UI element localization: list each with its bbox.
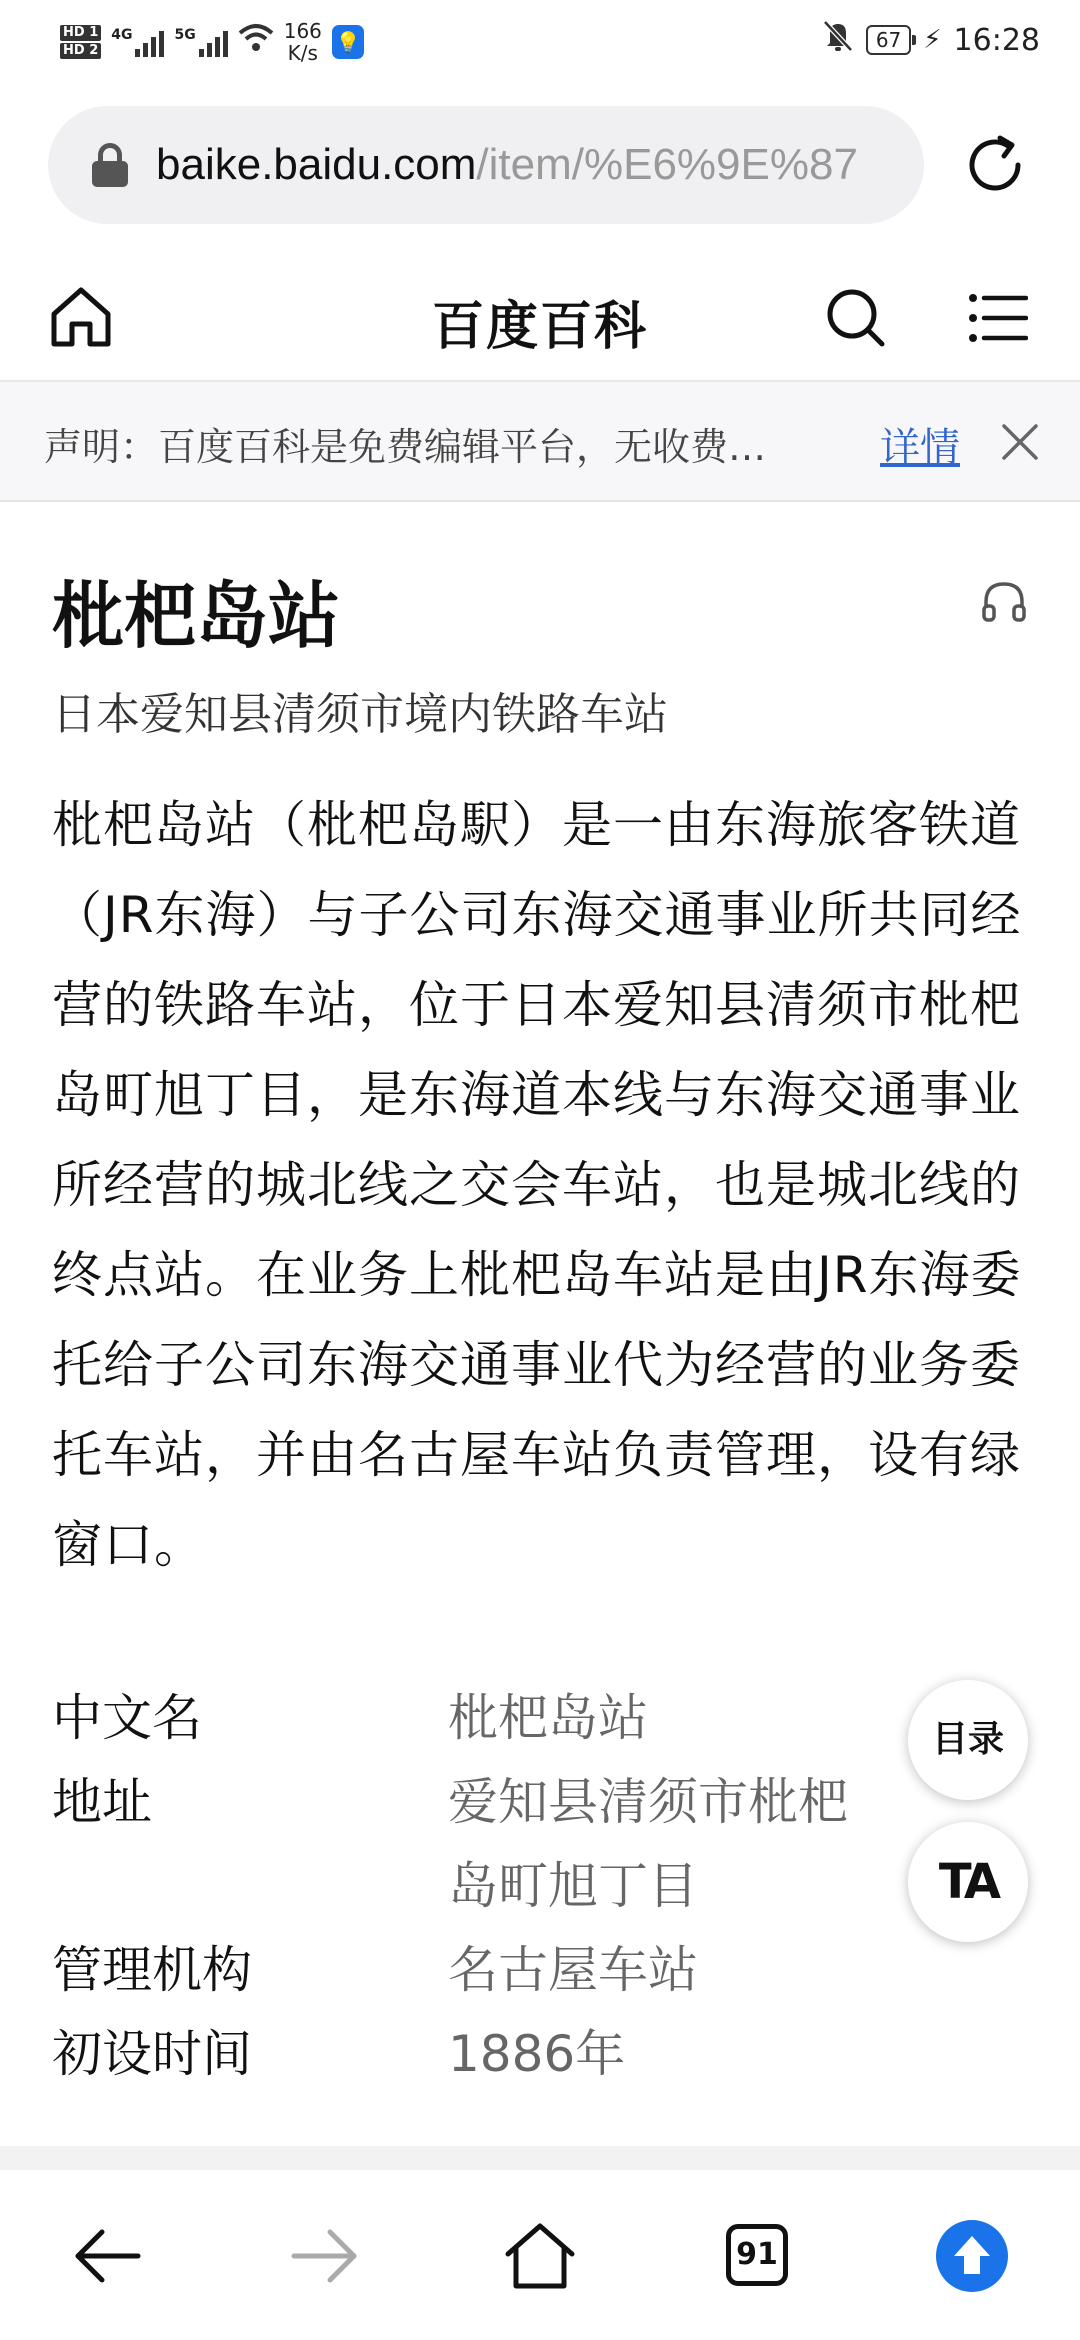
reload-icon[interactable] — [960, 130, 1030, 200]
nav-divider — [0, 2146, 1080, 2170]
status-bar — [0, 0, 1080, 80]
details-link[interactable]: 详情 — [880, 425, 960, 471]
close-icon[interactable] — [1000, 422, 1040, 462]
info-value: 爱知县清须市枇杷岛町旭丁目 — [448, 1773, 848, 1915]
info-value: 1886年 — [448, 2025, 626, 2083]
url-path: /item/%E6%9E%87 — [476, 140, 858, 189]
lightbulb-icon: 💡 — [332, 25, 364, 59]
address-bar[interactable] — [48, 106, 924, 224]
hd-indicator — [60, 23, 101, 61]
url-host: baike.baidu.com — [156, 140, 477, 189]
battery-level: 67 — [875, 28, 902, 52]
battery-icon — [866, 25, 911, 55]
lock-icon[interactable] — [90, 143, 130, 187]
disclaimer-banner — [0, 382, 1080, 502]
hd1-label: HD 1 — [60, 25, 101, 41]
bottom-navigation — [0, 2170, 1080, 2340]
site-header — [0, 258, 1080, 382]
url-text[interactable] — [156, 140, 858, 190]
info-key: 地址 — [52, 1773, 152, 1831]
scroll-top-button[interactable] — [932, 2216, 1012, 2296]
clock: 16:28 — [953, 22, 1040, 58]
signal-icon-1 — [111, 27, 164, 57]
info-key: 中文名 — [52, 1689, 202, 1747]
text-size-button[interactable]: TA — [908, 1822, 1028, 1942]
tabs-button[interactable] — [716, 2216, 796, 2296]
network-type-1: 4G — [111, 27, 133, 43]
article-summary: 枇杷岛站（枇杷岛駅）是一由东海旅客铁道（JR东海）与子公司东海交通事业所共同经营的铁路车站，位于日本爱知县清须市枇杷岛町旭丁目，是东海道本线与东海交通事业所经营的城北线之交会车站，也是城北线的终点站。在业务上枇杷岛车站是由JR东海委托给子公司东海交通事业代为经营的业务委托车站，并由名古屋车站负责管理，设有绿窗口。 — [52, 796, 1022, 1574]
info-key: 初设时间 — [52, 2025, 252, 2083]
tabs-count: 91 — [726, 2224, 788, 2286]
info-row-established — [52, 2012, 952, 2096]
headphone-icon[interactable] — [980, 578, 1028, 624]
info-value: 名古屋车站 — [448, 1941, 698, 1999]
search-icon[interactable] — [824, 286, 886, 348]
info-row-chinese-name — [52, 1676, 952, 1760]
up-arrow-icon — [936, 2220, 1008, 2292]
status-left — [60, 12, 364, 72]
status-right — [822, 14, 1040, 66]
site-title[interactable]: 百度百科 — [431, 297, 648, 357]
article-subtitle: 日本爱知县清须市境内铁路车站 — [52, 689, 668, 740]
charging-icon: ⚡ — [923, 25, 942, 55]
table-of-contents-button[interactable]: 目录 — [908, 1680, 1028, 1800]
signal-icon-2 — [174, 27, 227, 57]
speed-unit: K/s — [287, 41, 318, 65]
home-icon[interactable] — [500, 2216, 580, 2296]
info-key: 管理机构 — [52, 1941, 252, 1999]
network-speed — [284, 20, 322, 64]
back-arrow-icon[interactable] — [68, 2216, 148, 2296]
speed-value: 166 — [283, 19, 322, 43]
hd2-label: HD 2 — [60, 43, 101, 59]
network-type-2: 5G — [174, 27, 196, 43]
info-row-management — [52, 1928, 952, 2012]
wifi-icon — [238, 23, 274, 61]
info-row-address — [52, 1760, 952, 1928]
menu-icon[interactable] — [968, 290, 1028, 346]
mute-icon — [822, 19, 854, 61]
article-title: 枇杷岛站 — [52, 574, 341, 658]
infobox — [52, 1676, 952, 2096]
info-value: 枇杷岛站 — [448, 1689, 648, 1747]
disclaimer-text: 声明：百度百科是免费编辑平台，无收费… — [44, 425, 767, 469]
forward-arrow-icon[interactable] — [284, 2216, 364, 2296]
